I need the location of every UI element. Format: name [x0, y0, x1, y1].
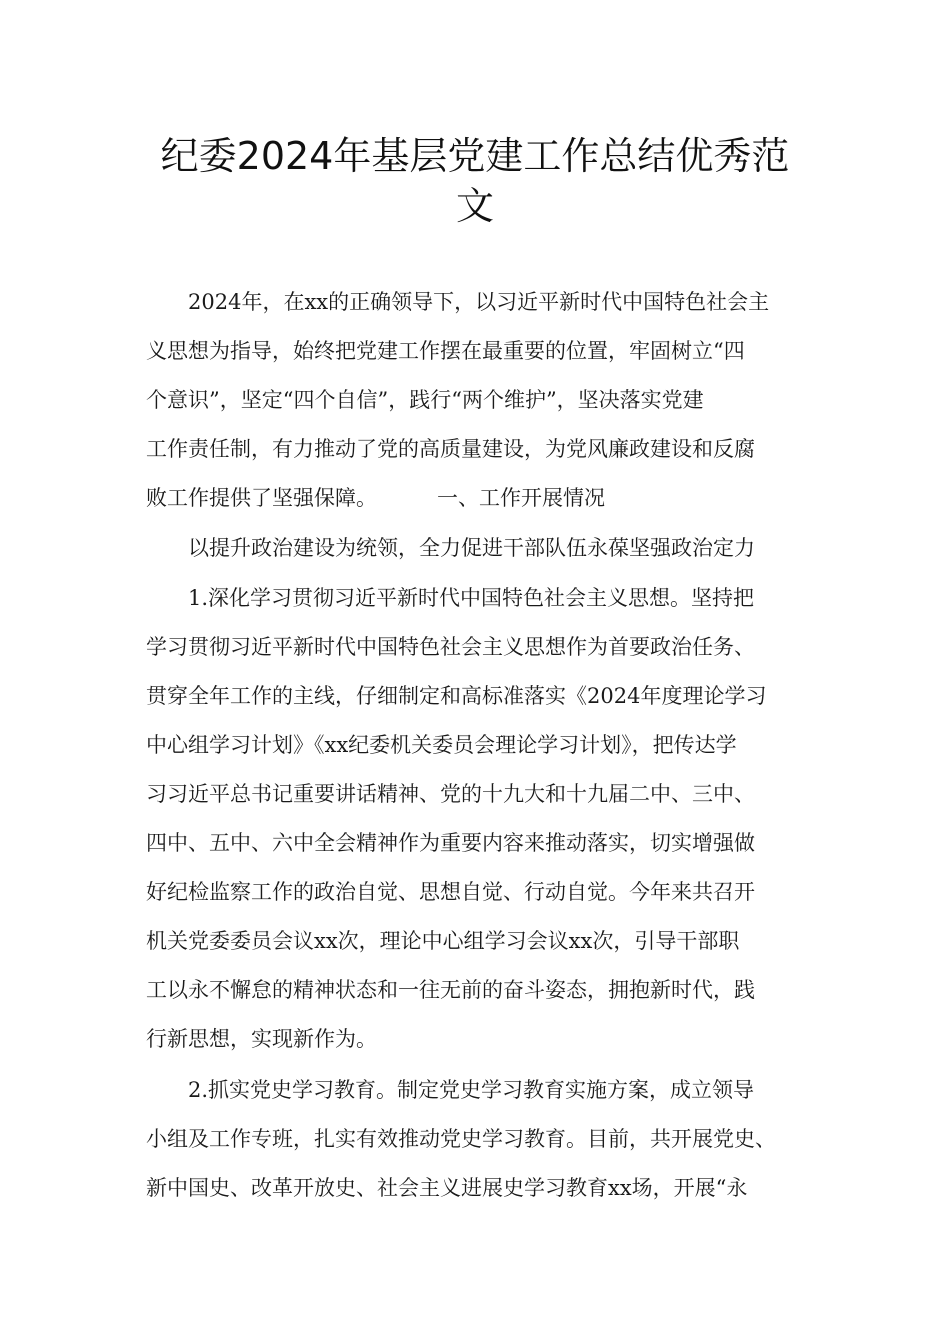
text-line	[0, 868, 950, 917]
document-title-line-1: 纪委2024年基层党建工作总结优秀范	[160, 134, 790, 178]
text-line-content: 2.抓实党史学习教育。制定党史学习教育实施方案，成立领导	[188, 1078, 755, 1102]
document-title-line-2: 文	[455, 184, 494, 228]
text-line	[0, 721, 950, 770]
text-line-content: 以提升政治建设为统领，全力促进干部队伍永葆坚强政治定力	[188, 536, 755, 560]
text-line-content: 四中、五中、六中全会精神作为重要内容来推动落实，切实增强做	[146, 831, 755, 855]
text-line	[0, 376, 950, 425]
text-line	[0, 327, 950, 376]
text-line-content: 学习贯彻习近平新时代中国特色社会主义思想作为首要政治任务、	[146, 635, 755, 659]
text-line-content: 败工作提供了坚强保障。	[146, 486, 377, 510]
text-line-content: 2024年，在xx的正确领导下，以习近平新时代中国特色社会主	[188, 290, 770, 314]
text-line-content: 新中国史、改革开放史、社会主义进展史学习教育xx场，开展“永	[146, 1176, 748, 1200]
text-line	[0, 1066, 950, 1115]
text-line	[0, 672, 950, 721]
text-line	[0, 1164, 950, 1213]
text-line-content: 1.深化学习贯彻习近平新时代中国特色社会主义思想。坚持把	[188, 586, 755, 610]
text-line	[0, 278, 950, 327]
text-line	[0, 474, 950, 523]
text-line-content: 好纪检监察工作的政治自觉、思想自觉、行动自觉。今年来共召开	[146, 880, 755, 904]
text-line	[0, 770, 950, 819]
section-heading: 一、工作开展情况	[437, 486, 605, 510]
text-line-content: 机关党委委员会议xx次，理论中心组学习会议xx次，引导干部职	[146, 929, 740, 953]
text-line-content: 行新思想，实现新作为。	[146, 1027, 377, 1051]
text-line-content: 贯穿全年工作的主线，仔细制定和高标准落实《2024年度理论学习	[146, 684, 767, 708]
text-line	[0, 917, 950, 966]
text-line-content: 小组及工作专班，扎实有效推动党史学习教育。目前，共开展党史、	[146, 1127, 776, 1151]
text-line-content: 个意识”，坚定“四个自信”，践行“两个维护”，坚决落实党建	[146, 388, 704, 412]
text-line	[0, 574, 950, 623]
text-line-content: 工作责任制，有力推动了党的高质量建设，为党风廉政建设和反腐	[146, 437, 755, 461]
text-line-content: 工以永不懈怠的精神状态和一往无前的奋斗姿态，拥抱新时代，践	[146, 978, 755, 1002]
text-line-content: 习习近平总书记重要讲话精神、党的十九大和十九届二中、三中、	[146, 782, 755, 806]
text-line-content: 中心组学习计划》《xx纪委机关委员会理论学习计划》，把传达学	[146, 733, 737, 757]
text-line	[0, 819, 950, 868]
text-line-content: 义思想为指导，始终把党建工作摆在最重要的位置，牢固树立“四	[146, 339, 745, 363]
text-line	[0, 966, 950, 1015]
text-line	[0, 1115, 950, 1164]
text-line	[0, 623, 950, 672]
text-line	[0, 1015, 950, 1064]
text-line	[0, 524, 950, 573]
text-line	[0, 425, 950, 474]
